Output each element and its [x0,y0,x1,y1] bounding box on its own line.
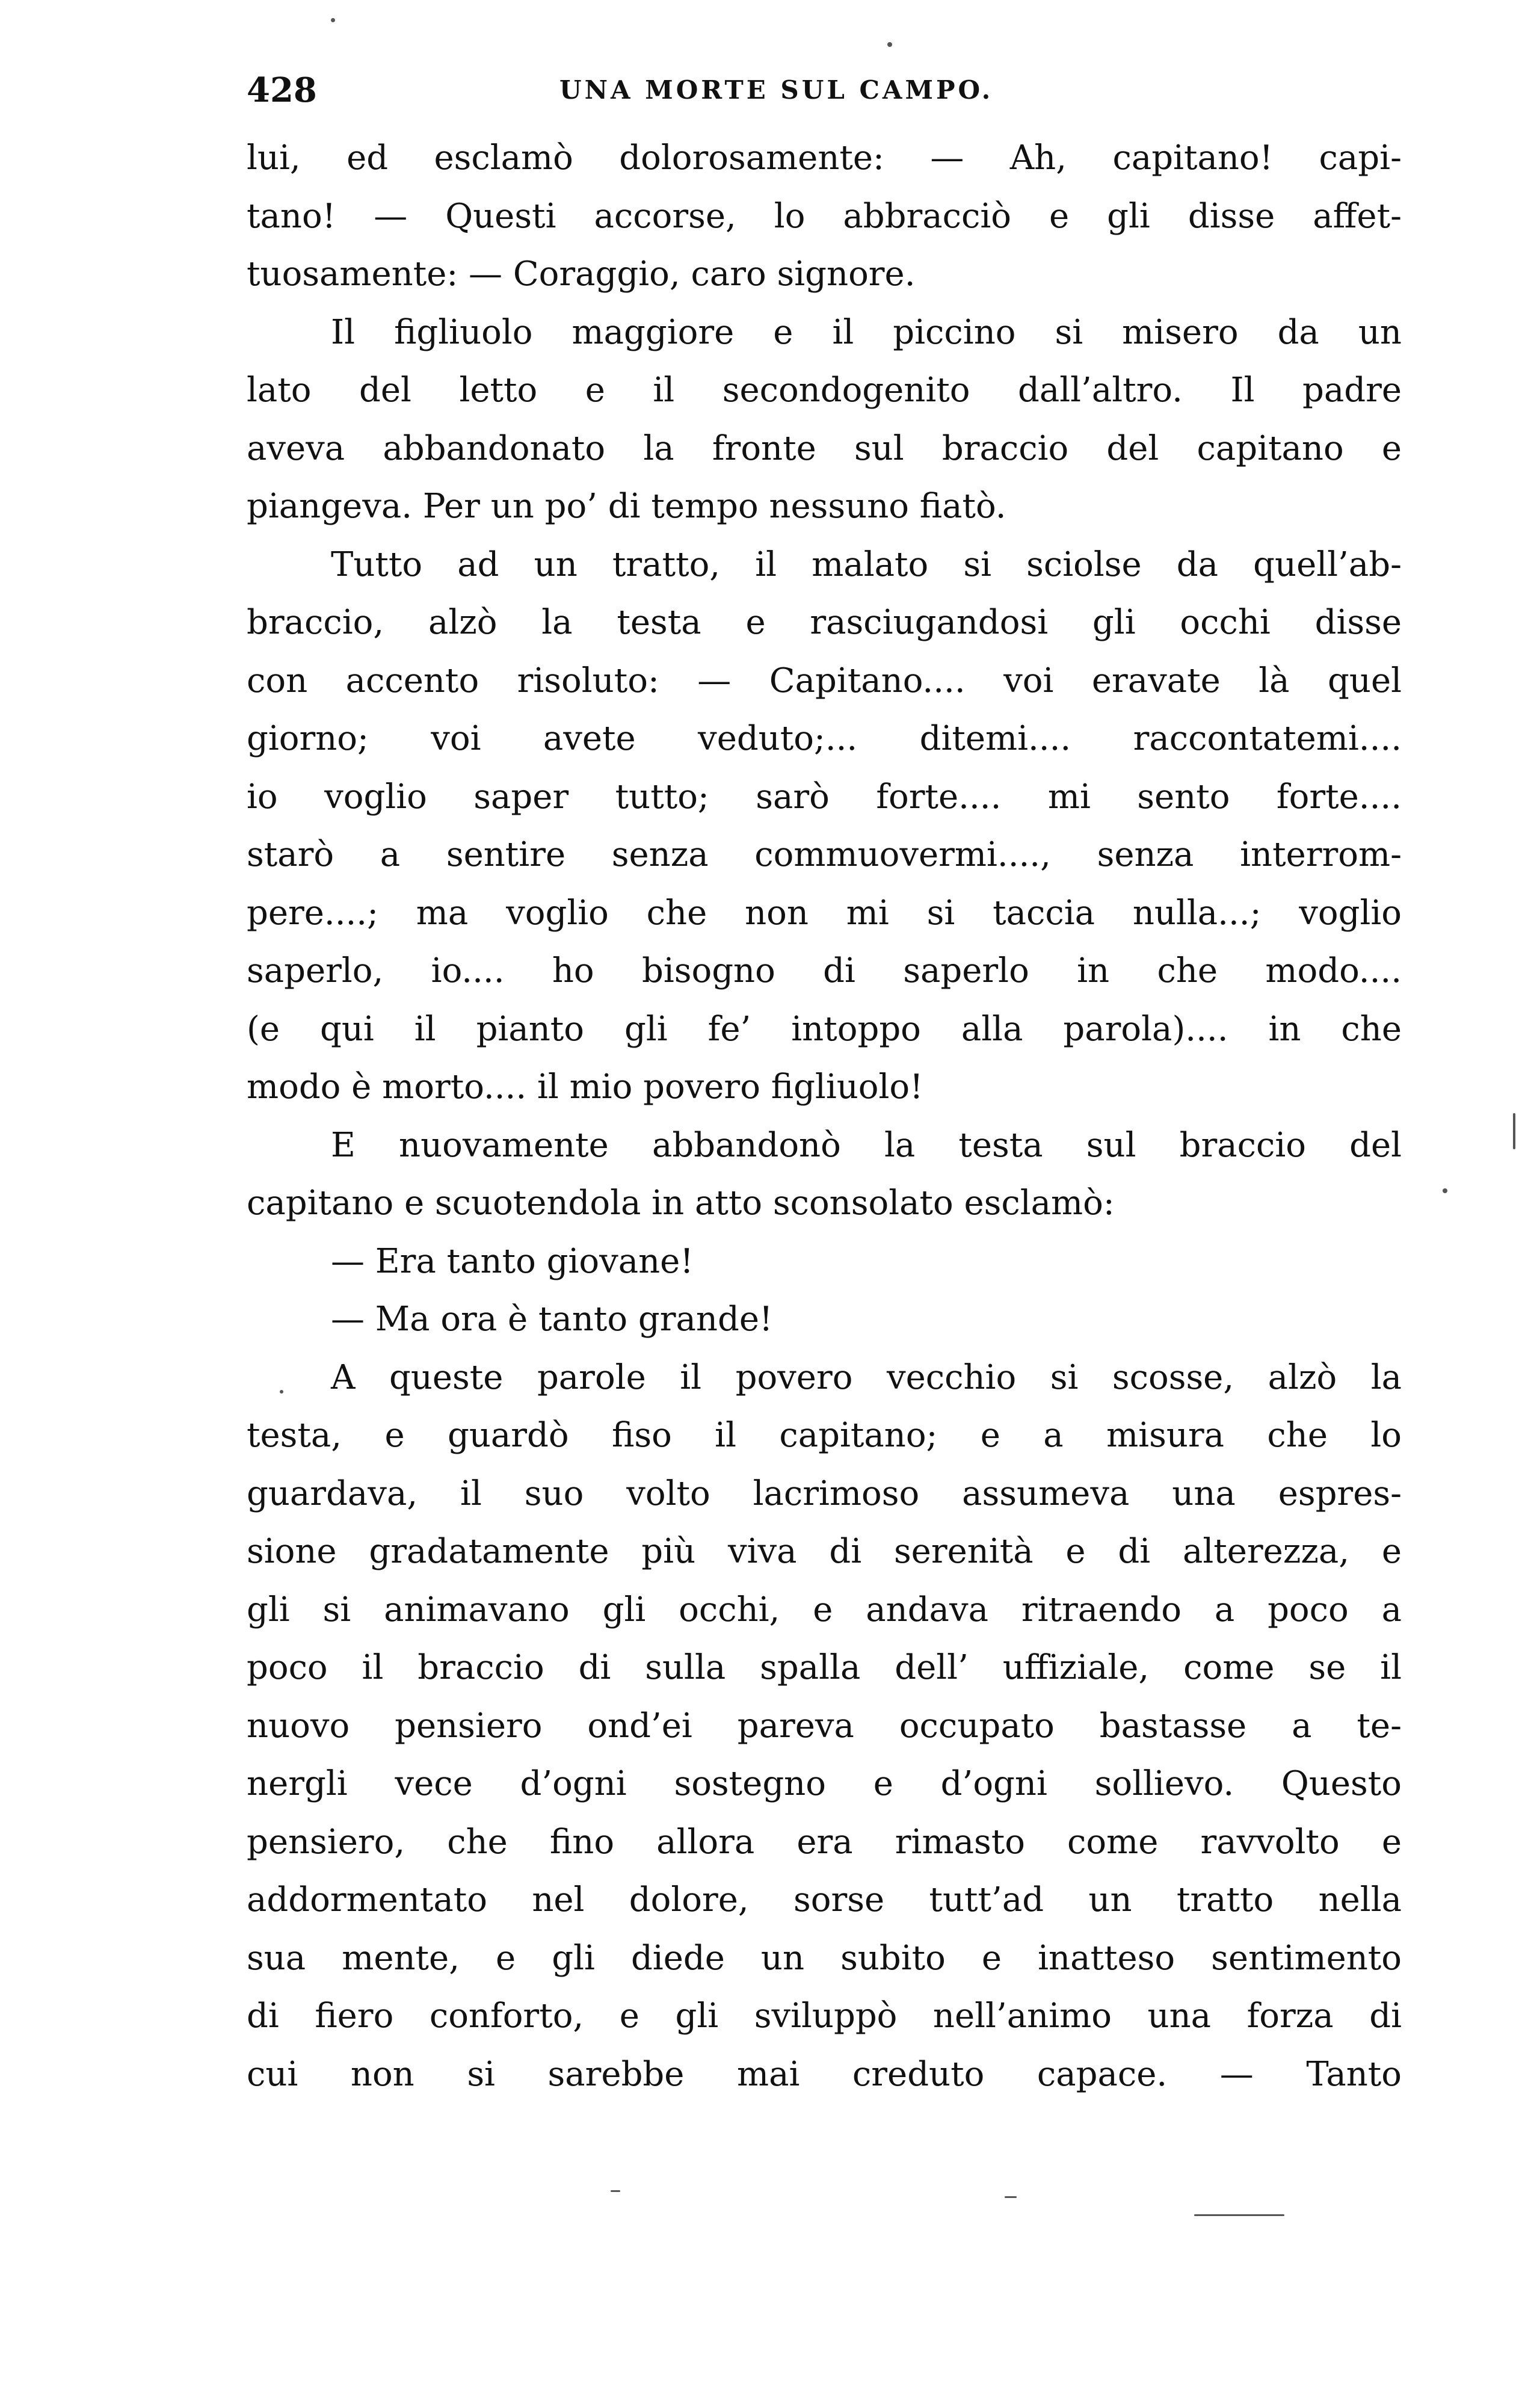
page-number: 428 [247,70,317,110]
dialogue-line: — Era tanto giovane! [331,1241,694,1281]
speck [1443,1188,1447,1193]
text-line: lato del letto e il secondogenito dall’altro. Il padre [247,371,1402,410]
text-line: pere....; ma voglio che non mi si taccia nulla...; voglio [247,893,1402,933]
text-line: pensiero, che fino allora era rimasto come ravvolto e [247,1822,1402,1862]
speck [331,18,335,22]
speck [1005,2196,1017,2198]
body-text [247,129,1402,2104]
page-header [247,63,1408,117]
text-line: capitano e scuotendola in atto sconsolato esclamò: [247,1184,1115,1223]
text-line: addormentato nel dolore, sorse tutt’ad un tratto nella [247,1880,1402,1919]
text-line: starò a sentire senza commuovermi...., senza interrom- [247,835,1402,874]
text-line: io voglio saper tutto; sarò forte.... mi sento forte.... [247,777,1402,817]
text-line: A queste parole il povero vecchio si scosse, alzò la [331,1357,1402,1397]
text-line: sione gradatamente più viva di serenità e di alterezza, e [247,1532,1402,1571]
text-line: Il figliuolo maggiore e il piccino si misero da un [331,312,1402,352]
running-title: UNA MORTE SUL CAMPO. [559,75,994,105]
text-line: E nuovamente abbandonò la testa sul braccio del [331,1125,1402,1165]
text-line: Tutto ad un tratto, il malato si sciolse da quell’ab- [331,545,1402,584]
speck [887,42,892,47]
text-line: braccio, alzò la testa e rasciugandosi gli occhi disse [247,603,1402,642]
text-line: cui non si sarebbe mai creduto capace. — Tanto [247,2054,1402,2094]
text-line: tano! — Questi accorse, lo abbracciò e gli disse affet- [247,196,1402,236]
text-line: guardava, il suo volto lacrimoso assumeva una espres- [247,1474,1402,1513]
text-line: tuosamente: — Coraggio, caro signore. [247,255,916,294]
text-line: nuovo pensiero ond’ei pareva occupato bastasse a te- [247,1706,1402,1746]
text-line: (e qui il pianto gli fe’ intoppo alla parola).... in che [247,1009,1402,1049]
dialogue-line: — Ma ora è tanto grande! [331,1300,773,1339]
text-line: piangeva. Per un po’ di tempo nessuno fiatò. [247,487,1006,526]
text-line: saperlo, io.... ho bisogno di saperlo in che modo.... [247,951,1402,990]
speck [1194,2214,1284,2216]
text-line: modo è morto.... il mio povero figliuolo! [247,1067,923,1107]
text-line: lui, ed esclamò dolorosamente: — Ah, capitano! capi- [247,138,1402,178]
text-line: nergli vece d’ogni sostegno e d’ogni sollievo. Questo [247,1764,1402,1803]
text-line: sua mente, e gli diede un subito e inatteso sentimento [247,1938,1402,1978]
text-line: aveva abbandonato la fronte sul braccio del capitano e [247,428,1402,468]
text-line: testa, e guardò fiso il capitano; e a misura che lo [247,1416,1402,1455]
text-line: con accento risoluto: — Capitano.... voi eravate là quel [247,661,1402,700]
text-line: gli si animavano gli occhi, e andava ritraendo a poco a [247,1590,1402,1629]
speck [611,2190,620,2192]
text-line: poco il braccio di sulla spalla dell’ uffiziale, come se il [247,1648,1402,1687]
text-line: di fiero conforto, e gli sviluppò nell’animo una forza di [247,1996,1402,2036]
text-line: giorno; voi avete veduto;... ditemi.... raccontatemi.... [247,719,1402,758]
speck [1513,1113,1515,1149]
